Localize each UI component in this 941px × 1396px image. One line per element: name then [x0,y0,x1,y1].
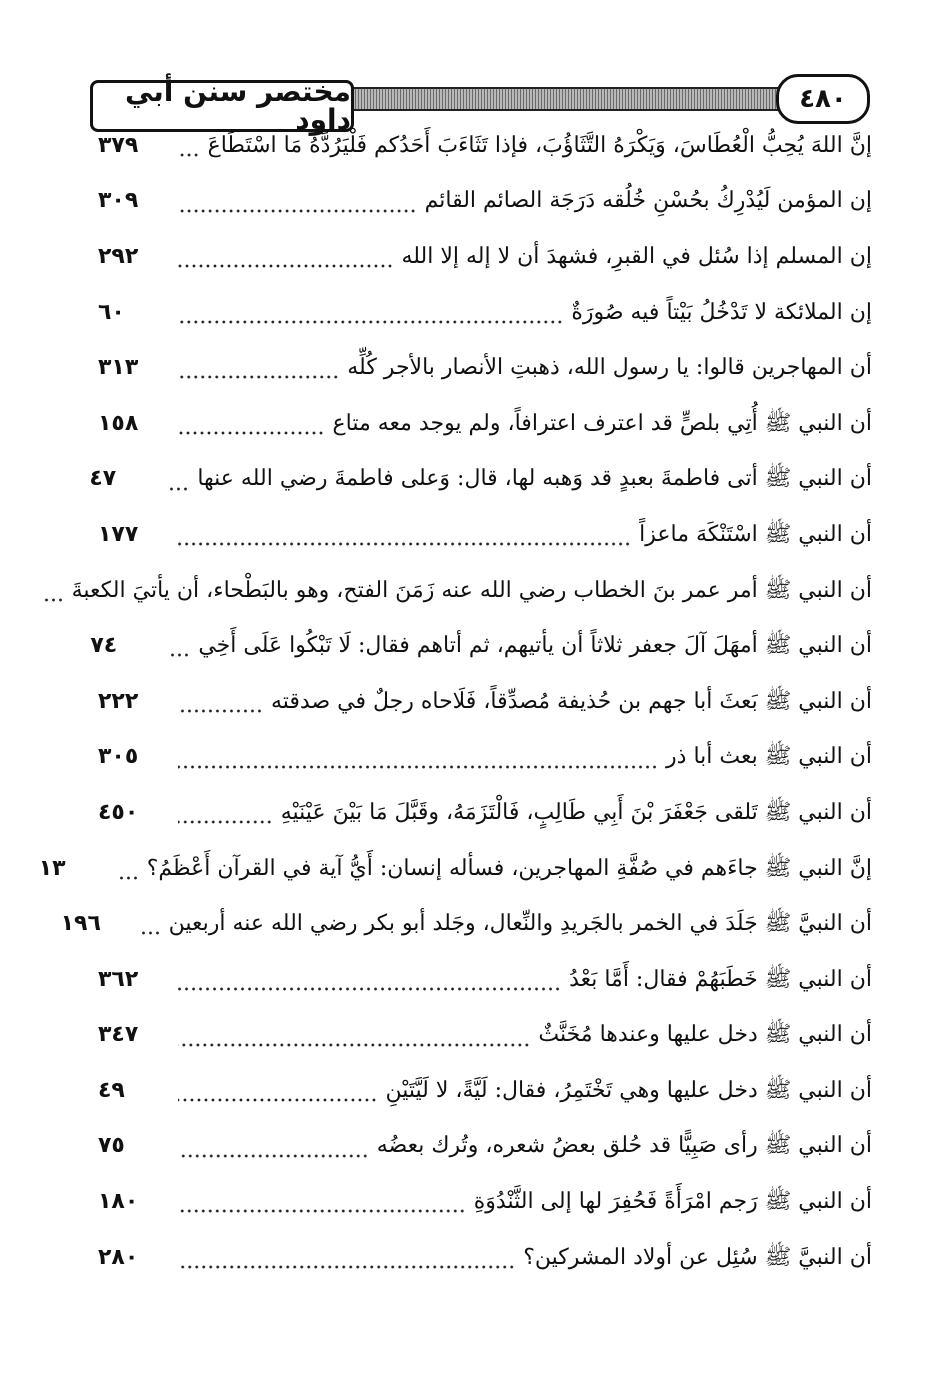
dot-leader [178,285,563,341]
entry-text: أن النبي ﷺ أمر عمر بنَ الخطاب رضي الله عنه زَمَنَ الفتح، وهو بالبَطْحاء، أن يأتيَ الكعبةَ [71,577,872,603]
entry-text: أن النبي ﷺ دخل عليها وهي تَخْتَمِرُ، فقال: لَيَّةً، لا لَيَّتَيْنِ [385,1077,872,1103]
entry-text: أن النبي ﷺ تَلقى جَعْفَرَ بْنَ أَبِي طَالِبٍ، فَالْتَزَمَهُ، وقَبَّلَ مَا بَيْنَ عَيْنَيْهِ [280,799,872,825]
dot-leader [178,174,417,230]
dot-leader [178,785,273,841]
entry-page-number: ٧٥ [98,1133,125,1159]
page-number: ٤٨٠ [776,74,870,124]
entry-text: إن المسلم إذا سُئل في القبرِ، فشهدَ أن لا إله إلا الله [401,243,872,269]
dot-leader [178,952,561,1008]
entry-page-number: ١٥٨ [98,410,139,436]
entry-page-number: ٤٥٠ [98,799,139,825]
index-entry [98,674,872,730]
index-entry [98,1063,872,1119]
header-decorative-band [346,87,780,111]
entry-page-number: ٣٤٧ [98,1022,139,1048]
entry-text: أن النبي ﷺ بَعثَ أبا جهم بن حُذيفة مُصدِّقاً، فَلَاحاه رجلٌ في صدقته [270,688,872,714]
index-entry [98,340,872,396]
entry-text: إن الملائكة لا تَدْخُلُ بَيْتاً فيه صُورَةٌ [571,299,872,325]
index-entry [98,229,872,285]
index-entry [60,896,872,952]
index-entry [98,1230,872,1286]
dot-leader [141,896,161,952]
entry-text: إن المؤمن لَيُدْرِكُ بحُسْنِ خُلُقه دَرَجَة الصائم القائم [424,188,872,214]
hadith-index-list [38,118,872,1285]
entry-page-number: ٤٩ [98,1077,125,1103]
entry-page-number: ٣٠٥ [98,744,139,770]
dot-leader [178,730,658,786]
dot-leader [178,396,324,452]
entry-text: أن النبي ﷺ أُتِي بلصٍّ قد اعترف اعترافاً، ولم يوجد معه متاع [332,410,872,436]
entry-page-number: ٣١٣ [98,355,139,381]
entry-text: أن النبي ﷺ اسْتَنْكَهَ ماعزاً [639,521,872,547]
entry-text: أن النبي ﷺ بعث أبا ذر [666,744,872,770]
dot-leader [178,118,200,174]
index-entry [98,174,872,230]
dot-leader [178,1230,515,1286]
entry-page-number: ٢٨٠ [98,1244,139,1270]
index-entry [98,285,872,341]
entry-page-number: ١٧٧ [98,521,139,547]
entry-text: أن النبي ﷺ رَجم امْرَأَةً فَحُفِرَ لها إلى الثَّنْدُوَةِ [473,1189,872,1215]
dot-leader [178,1174,466,1230]
dot-leader [178,340,339,396]
entry-page-number: ٢٩٢ [98,243,139,269]
index-entry [38,841,872,897]
index-entry [71,563,872,619]
entry-page-number: ٣٠٩ [98,188,139,214]
entry-page-number: ٣٧٩ [98,132,139,158]
index-entry [98,952,872,1008]
entry-text: أن النبي ﷺ أتى فاطمةَ بعبدٍ قد وَهبه لها، قال: وَعلى فاطمةَ رضي الله عنها [197,466,872,492]
entry-page-number: ٢٢٢ [98,688,139,714]
dot-leader [119,841,139,897]
dot-leader [178,507,631,563]
entry-text: أن النبي ﷺ رأى صَبِيًّا قد حُلق بعضُ شعره، وتُرك بعضُه [376,1133,872,1159]
entry-page-number: ١٣ [38,855,66,881]
entry-text: إنَّ النبي ﷺ جاءَهم في صُفَّةِ المهاجرين، فسأله إنسان: أَيُّ آية في القرآن أَعْظَمُ؟ [146,855,872,881]
index-entry [89,452,872,508]
dot-leader [178,1063,377,1119]
dot-leader [178,1119,369,1175]
entry-page-number [0,580,36,602]
index-entry [98,396,872,452]
entry-page-number: ٦٠ [98,299,125,325]
entry-text: إنَّ اللهَ يُحِبُّ الْعُطَاسَ، وَيَكْرَهُ التَّثَاؤُبَ، فإذا تَثَاءَبَ أَحَدُكم فَلْيَرُدَّهُ مَا اسْتَطَاعَ [207,132,872,158]
entry-text: أن النبيَّ ﷺ سُئِل عن أولاد المشركين؟ [523,1244,872,1270]
index-entry [90,618,872,674]
index-entry [98,507,872,563]
index-entry [98,118,872,174]
entry-page-number: ١٨٠ [98,1189,139,1215]
entry-page-number: ٧٤ [90,633,118,659]
dot-leader [170,618,190,674]
entry-text: أن النبي ﷺ أمهَلَ آلَ جعفر ثلاثاً أن يأتيهم، ثم أتاهم فقال: لَا تَبْكُوا عَلَى أَخِي [198,633,872,659]
dot-leader [44,563,64,619]
dot-leader [178,674,263,730]
index-entry [98,1119,872,1175]
dot-leader [178,229,393,285]
entry-page-number: ١٩٦ [60,911,101,937]
index-entry [98,730,872,786]
entry-page-number: ٤٧ [89,466,117,492]
entry-text: أن النبي ﷺ دخل عليها وعندها مُخَنَّثٌ [538,1022,872,1048]
entry-text: أن النبيَّ ﷺ جَلَدَ في الخمر بالجَريدِ والنِّعال، وجَلد أبو بكر رضي الله عنه أربعين [168,911,872,937]
index-entry [98,785,872,841]
dot-leader [178,1008,530,1064]
entry-text: أن المهاجرين قالوا: يا رسول الله، ذهبتِ الأنصار بالأجر كُلِّه [347,355,872,381]
index-entry [98,1008,872,1064]
index-entry [98,1174,872,1230]
entry-text: أن النبي ﷺ خَطَبَهُمْ فقال: أَمَّا بَعْدُ [569,966,872,992]
book-title: مختصر سنن أبي داود [90,80,354,132]
entry-page-number: ٣٦٢ [98,966,139,992]
dot-leader [169,452,189,508]
